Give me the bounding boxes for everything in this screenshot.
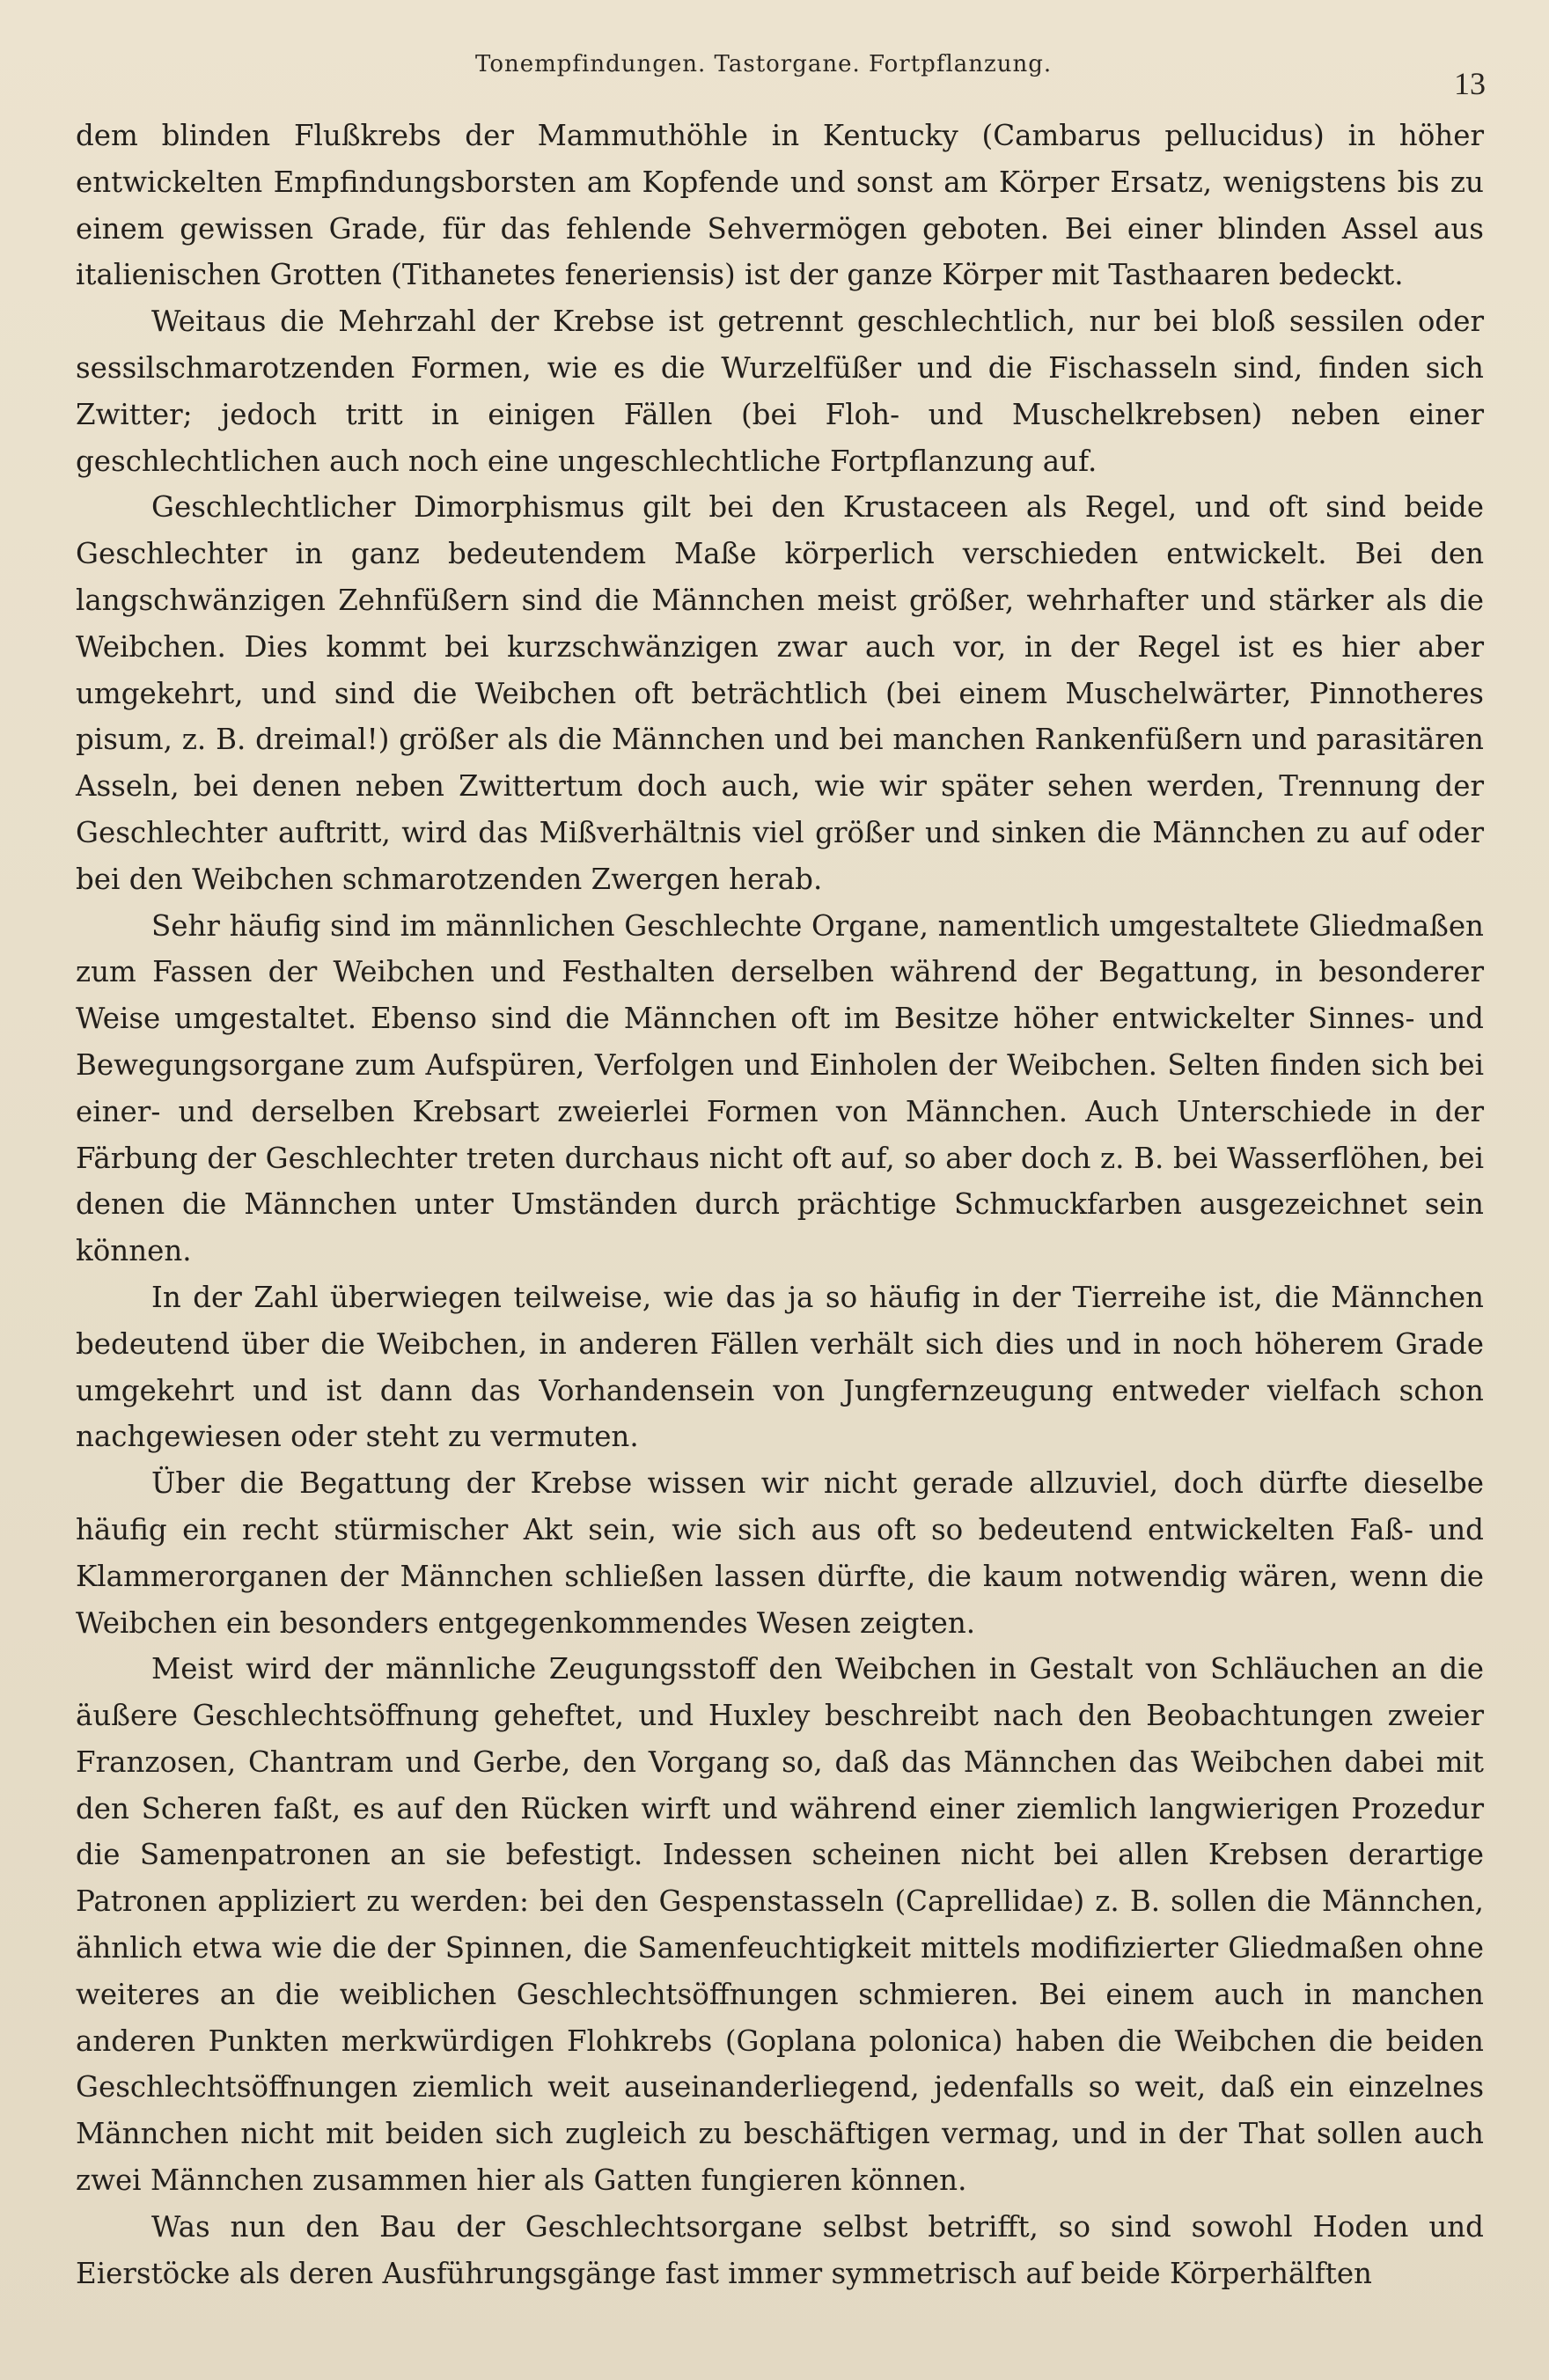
page-number: 13 — [1454, 66, 1486, 101]
body-text — [76, 113, 1484, 2296]
paragraph: Was nun den Bau der Geschlechtsorgane selbst betrifft, so sind sowohl Hoden und Eierstöcke als deren Ausführungsgänge fast immer symmetrisch auf beide Körperhälften — [76, 2209, 1484, 2290]
paragraph: Geschlechtlicher Dimorphismus gilt bei den Krustaceen als Regel, und oft sind beide Geschlechter in ganz bedeutendem Maße körperlich verschieden entwickelt. Bei den langschwänzigen Zehnfüßern sind die Männchen meist größer, wehrhafter und stärker als die Weibchen. Dies kommt bei kurzschwänzigen zwar auch vor, in der Regel ist es hier aber umgekehrt, und sind die Weibchen oft beträchtlich (bei einem Muschelwärter, Pinnotheres pisum, z. B. dreimal!) größer als die Männchen und bei manchen Rankenfüßern und parasitären Asseln, bei denen neben Zwittertum doch auch, wie wir später sehen werden, Trennung der Geschlechter auftritt, wird das Mißverhältnis viel größer und sinken die Männchen zu auf oder bei den Weibchen schmarotzenden Zwergen herab. — [76, 490, 1484, 896]
running-head-title: Tonempfindungen. Tastorgane. Fortpflanzung. — [475, 51, 1053, 77]
paragraph: Über die Begattung der Krebse wissen wir nicht gerade allzuviel, doch dürfte dieselbe häufig ein recht stürmischer Akt sein, wie sich aus oft so bedeutend entwickelten Faß- und Klammerorganen der Männchen schließen lassen dürfte, die kaum notwendig wären, wenn die Weibchen ein besonders entgegenkommendes Wesen zeigten. — [76, 1466, 1484, 1640]
paragraph: Sehr häufig sind im männlichen Geschlechte Organe, namentlich umgestaltete Gliedmaßen zum Fassen der Weibchen und Festhalten derselben während der Begattung, in besonderer Weise umgestaltet. Ebenso sind die Männchen oft im Besitze höher entwickelter Sinnes- und Bewegungsorgane zum Aufspüren, Verfolgen und Einholen der Weibchen. Selten finden sich bei einer- und derselben Krebsart zweierlei Formen von Männchen. Auch Unterschiede in der Färbung der Geschlechter treten durchaus nicht oft auf, so aber doch z. B. bei Wasserflöhen, bei denen die Männchen unter Umständen durch prächtige Schmuckfarben ausgezeichnet sein können. — [76, 908, 1484, 1268]
paragraph: In der Zahl überwiegen teilweise, wie das ja so häufig in der Tierreihe ist, die Männchen bedeutend über die Weibchen, in anderen Fällen verhält sich dies und in noch höherem Grade umgekehrt und ist dann das Vorhandensein von Jungfernzeugung entweder vielfach schon nachgewiesen oder steht zu vermuten. — [76, 1280, 1484, 1454]
paragraph: Weitaus die Mehrzahl der Krebse ist getrennt geschlechtlich, nur bei bloß sessilen oder sessilschmarotzenden Formen, wie es die Wurzelfüßer und die Fischasseln sind, finden sich Zwitter; jedoch tritt in einigen Fällen (bei Floh- und Muschelkrebsen) neben einer geschlechtlichen auch noch eine ungeschlechtliche Fortpflanzung auf. — [76, 305, 1484, 478]
paragraph: dem blinden Flußkrebs der Mammuthöhle in Kentucky (Cambarus pellucidus) in höher entwickelten Empfindungsborsten am Kopfende und sonst am Körper Ersatz, wenigstens bis zu einem gewissen Grade, für das fehlende Sehvermögen geboten. Bei einer blinden Assel aus italienischen Grotten (Tithanetes feneriensis) ist der ganze Körper mit Tasthaaren bedeckt. — [76, 119, 1484, 292]
running-head — [0, 51, 1549, 101]
paragraph: Meist wird der männliche Zeugungsstoff den Weibchen in Gestalt von Schläuchen an die äußere Geschlechtsöffnung geheftet, und Huxley beschreibt nach den Beobachtungen zweier Franzosen, Chantram und Gerbe, den Vorgang so, daß das Männchen das Weibchen dabei mit den Scheren faßt, es auf den Rücken wirft und während einer ziemlich langwierigen Prozedur die Samenpatronen an sie befestigt. Indessen scheinen nicht bei allen Krebsen derartige Patronen appliziert zu werden: bei den Gespenstasseln (Caprellidae) z. B. sollen die Männchen, ähnlich etwa wie die der Spinnen, die Samenfeuchtigkeit mittels modifizierter Gliedmaßen ohne weiteres an die weiblichen Geschlechtsöffnungen schmieren. Bei einem auch in manchen anderen Punkten merkwürdigen Flohkrebs (Goplana polonica) haben die Weibchen die beiden Geschlechtsöffnungen ziemlich weit auseinanderliegend, jedenfalls so weit, daß ein einzelnes Männchen nicht mit beiden sich zugleich zu beschäftigen vermag, und in der That sollen auch zwei Männchen zusammen hier als Gatten fungieren können. — [76, 1652, 1484, 2198]
